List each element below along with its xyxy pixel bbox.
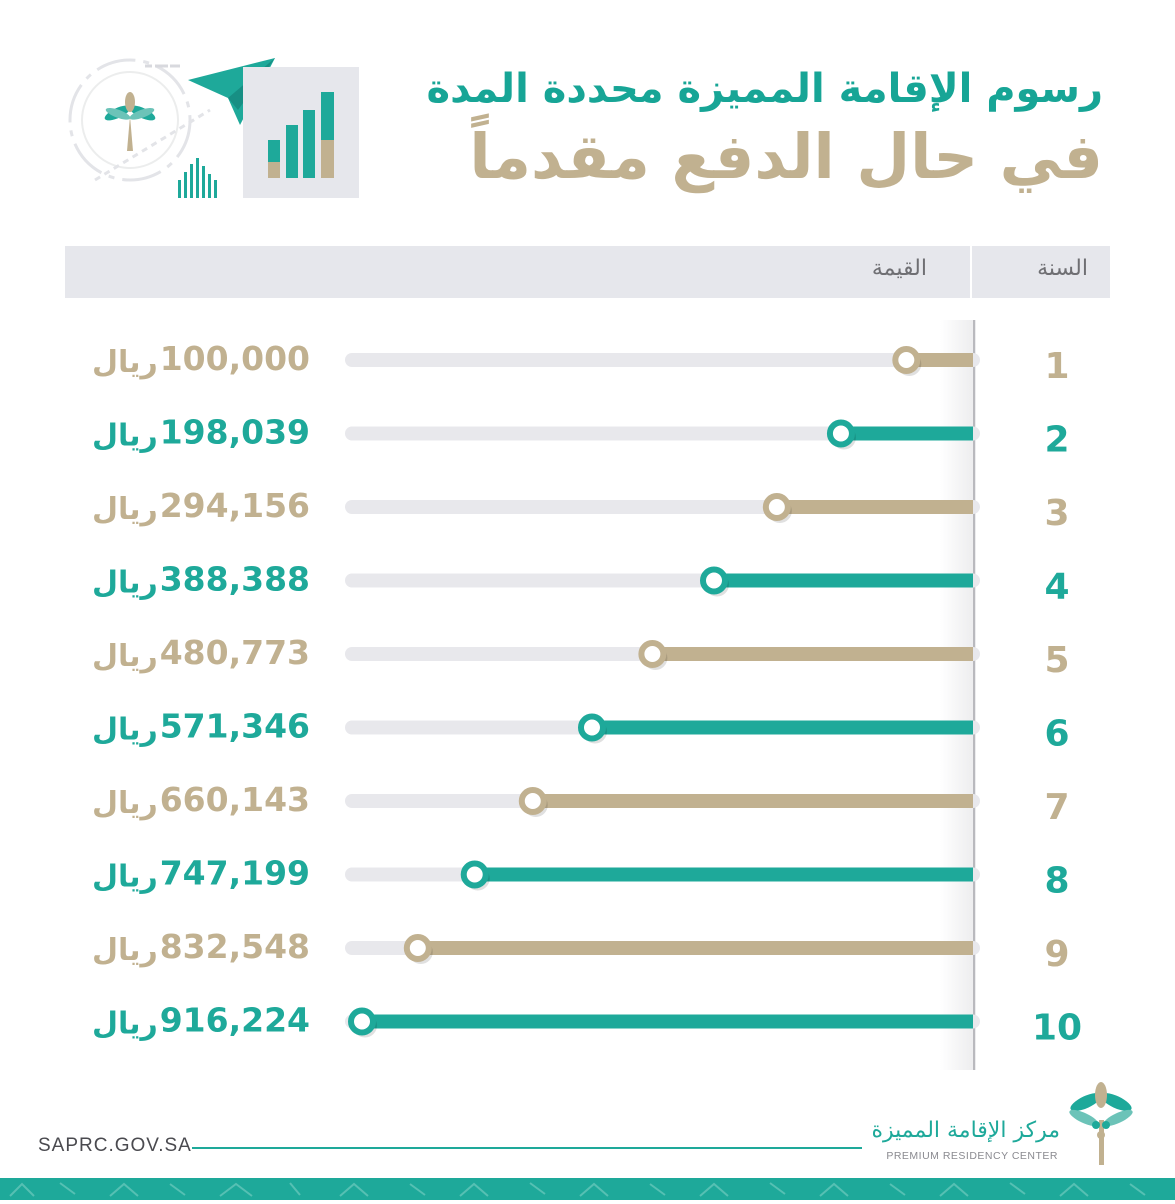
palm-logo-icon bbox=[1066, 1080, 1136, 1170]
year-label: 5 bbox=[1044, 640, 1070, 681]
year-label: 2 bbox=[1044, 419, 1070, 461]
currency-label: ريال bbox=[92, 639, 158, 674]
brand-name-arabic: مركز الإقامة المميزة bbox=[871, 1118, 1060, 1143]
value-label: 660,143 bbox=[159, 780, 310, 819]
currency-label: ريال bbox=[92, 786, 158, 821]
currency-label: ريال bbox=[92, 712, 158, 748]
footer-url[interactable]: SAPRC.GOV.SA bbox=[38, 1135, 192, 1156]
bar-handle bbox=[351, 1011, 373, 1033]
currency-label: ريال bbox=[92, 565, 158, 601]
footer-divider bbox=[192, 1147, 862, 1149]
brand-name-english: PREMIUM RESIDENCY CENTER bbox=[886, 1150, 1058, 1162]
year-label: 4 bbox=[1044, 566, 1070, 608]
bar-handle bbox=[522, 790, 544, 812]
bar-handle bbox=[766, 496, 788, 518]
value-label: 747,199 bbox=[159, 853, 310, 893]
year-label: 9 bbox=[1044, 934, 1070, 975]
year-label: 10 bbox=[1031, 1007, 1083, 1049]
bar-handle bbox=[407, 937, 429, 959]
bar-handle bbox=[703, 570, 725, 592]
footer-pattern bbox=[0, 1178, 1175, 1200]
page-subtitle: في حال الدفع مقدماً bbox=[469, 120, 1103, 193]
value-label: 832,548 bbox=[159, 927, 310, 966]
year-label: 8 bbox=[1044, 860, 1070, 902]
currency-label: ريال bbox=[92, 345, 158, 380]
year-label: 7 bbox=[1044, 787, 1070, 828]
currency-label: ريال bbox=[92, 492, 158, 527]
bar-handle bbox=[895, 349, 917, 371]
year-column-header: السنة bbox=[1037, 256, 1088, 281]
bar-handle bbox=[641, 643, 663, 665]
footer-pattern-band bbox=[0, 1178, 1175, 1200]
value-label: 916,224 bbox=[159, 1000, 310, 1040]
bar-handle bbox=[464, 864, 486, 886]
value-label: 100,000 bbox=[159, 339, 310, 378]
currency-label: ريال bbox=[92, 933, 158, 968]
value-label: 294,156 bbox=[159, 486, 310, 525]
value-label: 198,039 bbox=[159, 412, 310, 452]
value-column-header: القيمة bbox=[871, 256, 927, 281]
value-label: 388,388 bbox=[159, 559, 310, 599]
year-label: 3 bbox=[1044, 493, 1070, 534]
currency-label: ريال bbox=[92, 418, 158, 454]
value-label: 480,773 bbox=[159, 633, 310, 672]
page-title: رسوم الإقامة المميزة محددة المدة bbox=[426, 66, 1103, 112]
value-label: 571,346 bbox=[159, 706, 310, 746]
year-label: 1 bbox=[1044, 346, 1070, 387]
currency-label: ريال bbox=[92, 1006, 158, 1042]
bar-handle bbox=[581, 717, 603, 739]
year-label: 6 bbox=[1044, 713, 1070, 755]
bar-handle bbox=[830, 423, 852, 445]
currency-label: ريال bbox=[92, 859, 158, 895]
